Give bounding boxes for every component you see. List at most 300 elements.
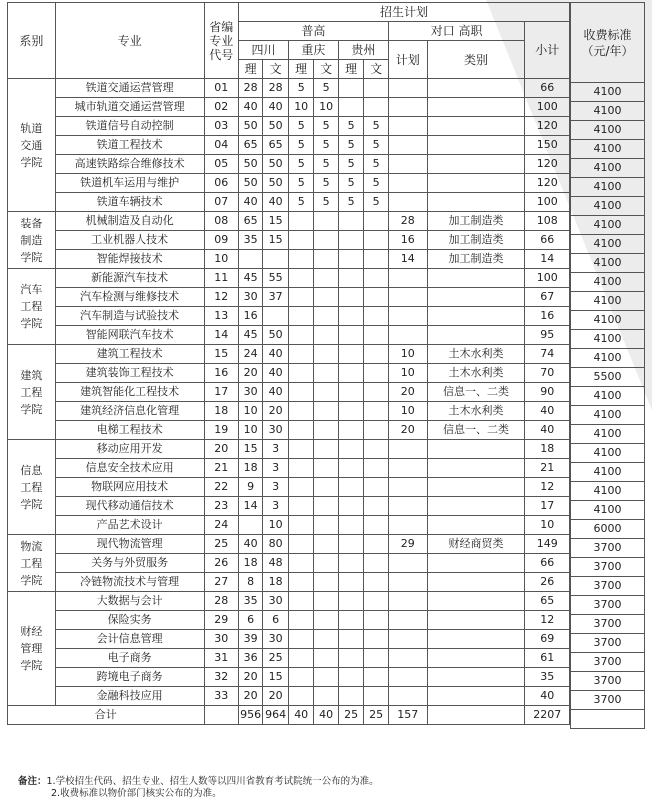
chongqing-arts-cell [314,383,338,402]
voc-plan-cell [388,630,427,649]
chongqing-arts-cell [314,440,338,459]
voc-category-cell [427,193,525,212]
chongqing-arts-cell: 5 [314,155,338,174]
fee-row [571,330,645,349]
fee-cell: 4100 [571,216,645,235]
note-line-1: 1.学校招生代码、招生专业、招生人数等以四川省教育考试院统一公布的为准。 [46,776,379,787]
subtotal-cell: 18 [525,440,570,459]
subtotal-cell: 40 [525,421,570,440]
guizhou-arts-cell: 5 [364,193,388,212]
sichuan-arts-cell: 15 [263,231,289,250]
chongqing-arts-cell [314,250,338,269]
chongqing-arts-cell [314,535,338,554]
fee-cell: 3700 [571,634,645,653]
guizhou-science-cell: 5 [338,174,364,193]
fee-row [571,501,645,520]
sichuan-science-cell: 10 [238,421,262,440]
chongqing-science-cell [288,668,314,687]
fee-cell: 4100 [571,102,645,121]
totals-voc-category [427,706,525,725]
sichuan-arts-cell: 55 [263,269,289,288]
table-row [8,345,570,364]
guizhou-arts-cell [364,326,388,345]
voc-plan-cell [388,79,427,98]
table-row [8,421,570,440]
totals-row [8,706,570,725]
fee-row [571,292,645,311]
fee-body [571,83,645,710]
voc-category-cell: 加工制造类 [427,250,525,269]
table-row [8,307,570,326]
table-row [8,98,570,117]
sichuan-arts-cell: 50 [263,174,289,193]
subtotal-cell: 70 [525,364,570,383]
sichuan-arts-cell: 20 [263,402,289,421]
guizhou-science-cell [338,516,364,535]
fee-row [571,83,645,102]
voc-category-cell [427,649,525,668]
voc-plan-cell [388,592,427,611]
fee-cell: 4100 [571,292,645,311]
guizhou-arts-cell [364,497,388,516]
fee-cell: 4100 [571,197,645,216]
guizhou-science-cell [338,592,364,611]
department-cell: 轨道交通学院 [8,79,56,212]
voc-plan-cell: 10 [388,364,427,383]
chongqing-arts-cell: 5 [314,136,338,155]
table-row [8,630,570,649]
table-row [8,649,570,668]
guizhou-science-cell [338,630,364,649]
sichuan-science-cell: 16 [238,307,262,326]
guizhou-science-cell [338,98,364,117]
guizhou-science-cell [338,535,364,554]
guizhou-science-cell [338,459,364,478]
fee-cell: 4100 [571,425,645,444]
subtotal-cell: 74 [525,345,570,364]
sichuan-arts-cell: 15 [263,212,289,231]
chongqing-science-cell [288,687,314,706]
department-cell: 物流工程学院 [8,535,56,592]
subtotal-cell: 95 [525,326,570,345]
fee-cell: 4100 [571,463,645,482]
code-cell: 22 [204,478,238,497]
guizhou-science-cell [338,364,364,383]
guizhou-science-cell [338,421,364,440]
code-cell: 24 [204,516,238,535]
guizhou-science-cell: 5 [338,193,364,212]
chongqing-arts-cell [314,269,338,288]
code-cell: 17 [204,383,238,402]
sichuan-arts-cell: 3 [263,478,289,497]
guizhou-arts-cell [364,231,388,250]
voc-plan-cell: 29 [388,535,427,554]
chongqing-science-cell: 5 [288,155,314,174]
sichuan-arts-cell: 28 [263,79,289,98]
voc-category-cell [427,459,525,478]
voc-plan-cell [388,554,427,573]
major-cell: 跨境电子商务 [55,668,204,687]
fee-cell: 3700 [571,558,645,577]
guizhou-arts-cell [364,459,388,478]
voc-plan-cell [388,687,427,706]
fee-cell: 4100 [571,140,645,159]
voc-plan-cell: 10 [388,402,427,421]
chongqing-science-cell [288,421,314,440]
fee-cell: 4100 [571,83,645,102]
chongqing-arts-cell [314,231,338,250]
totals-chongqing-science: 40 [288,706,314,725]
voc-category-cell [427,269,525,288]
voc-plan-cell: 20 [388,383,427,402]
chongqing-arts-cell [314,516,338,535]
chongqing-science-cell [288,288,314,307]
major-cell: 建筑装饰工程技术 [55,364,204,383]
subtotal-cell: 120 [525,155,570,174]
guizhou-arts-cell [364,535,388,554]
subtotal-cell: 10 [525,516,570,535]
code-cell: 12 [204,288,238,307]
table-row [8,326,570,345]
sichuan-arts-cell [263,250,289,269]
table-row [8,155,570,174]
guizhou-arts-cell [364,79,388,98]
fee-row [571,216,645,235]
code-cell: 05 [204,155,238,174]
sichuan-arts-cell: 50 [263,155,289,174]
guizhou-arts-cell [364,288,388,307]
chongqing-arts-cell [314,630,338,649]
totals-subtotal: 2207 [525,706,570,725]
guizhou-arts-cell [364,345,388,364]
table-row [8,250,570,269]
fee-row [571,387,645,406]
guizhou-arts-header: 文 [364,60,388,79]
code-cell: 08 [204,212,238,231]
chongqing-arts-cell [314,554,338,573]
chongqing-arts-cell [314,668,338,687]
sichuan-science-cell: 40 [238,98,262,117]
major-cell: 城市轨道交通运营管理 [55,98,204,117]
fee-row [571,482,645,501]
chongqing-arts-cell [314,592,338,611]
guizhou-arts-cell [364,421,388,440]
chongqing-arts-cell [314,288,338,307]
subtotal-cell: 65 [525,592,570,611]
subtotal-cell: 16 [525,307,570,326]
sichuan-arts-cell: 50 [263,117,289,136]
fee-cell: 3700 [571,653,645,672]
sichuan-arts-cell: 80 [263,535,289,554]
sichuan-science-cell: 39 [238,630,262,649]
voc-category-cell [427,630,525,649]
voc-category-cell [427,288,525,307]
subtotal-cell: 100 [525,98,570,117]
fee-cell: 4100 [571,444,645,463]
sichuan-science-cell: 20 [238,364,262,383]
guizhou-arts-cell [364,269,388,288]
subtotal-cell: 66 [525,231,570,250]
code-cell: 16 [204,364,238,383]
subtotal-cell: 40 [525,402,570,421]
voc-category-cell: 土木水利类 [427,364,525,383]
subtotal-cell: 66 [525,554,570,573]
subtotal-cell: 108 [525,212,570,231]
major-cell: 大数据与会计 [55,592,204,611]
major-cell: 关务与外贸服务 [55,554,204,573]
sichuan-arts-cell: 30 [263,421,289,440]
fee-cell: 3700 [571,596,645,615]
chongqing-arts-cell [314,307,338,326]
fee-cell: 3700 [571,672,645,691]
guizhou-science-cell [338,573,364,592]
table-row [8,212,570,231]
dept-header: 系别 [8,3,56,79]
fee-cell: 4100 [571,349,645,368]
voc-plan-cell [388,174,427,193]
fee-cell: 4100 [571,273,645,292]
table-row [8,136,570,155]
sichuan-arts-cell: 48 [263,554,289,573]
voc-plan-cell [388,668,427,687]
table-body [8,79,570,706]
subtotal-cell: 100 [525,269,570,288]
totals-chongqing-arts: 40 [314,706,338,725]
voc-plan-cell [388,155,427,174]
voc-category-cell: 土木水利类 [427,402,525,421]
general-header: 普高 [238,22,388,41]
guizhou-arts-cell [364,383,388,402]
voc-category-cell [427,611,525,630]
chongqing-arts-cell [314,459,338,478]
fee-cell: 4100 [571,406,645,425]
plan-header: 招生计划 [238,3,569,22]
subtotal-cell: 17 [525,497,570,516]
guizhou-science-cell [338,345,364,364]
major-cell: 铁道工程技术 [55,136,204,155]
fee-table [570,2,645,729]
code-cell: 19 [204,421,238,440]
chongqing-arts-cell: 5 [314,193,338,212]
subtotal-cell: 26 [525,573,570,592]
fee-row [571,520,645,539]
code-cell: 11 [204,269,238,288]
table-footer [8,706,570,725]
table-row [8,117,570,136]
fee-row [571,311,645,330]
code-cell: 30 [204,630,238,649]
guizhou-science-cell [338,326,364,345]
major-cell: 金融科技应用 [55,687,204,706]
chongqing-arts-header: 文 [314,60,338,79]
voc-plan-cell [388,117,427,136]
code-cell: 29 [204,611,238,630]
voc-category-cell: 加工制造类 [427,231,525,250]
code-cell: 07 [204,193,238,212]
table-row [8,516,570,535]
fee-row [571,254,645,273]
major-cell: 建筑智能化工程技术 [55,383,204,402]
voc-category-cell: 土木水利类 [427,345,525,364]
chongqing-science-cell [288,592,314,611]
table-row [8,440,570,459]
fee-row [571,653,645,672]
code-header: 省编专业代号 [204,3,238,79]
voc-plan-cell [388,440,427,459]
code-cell: 25 [204,535,238,554]
fee-cell: 4100 [571,254,645,273]
subtotal-header: 小计 [525,22,570,79]
chongqing-science-cell [288,459,314,478]
sichuan-science-cell: 45 [238,326,262,345]
voc-category-cell [427,136,525,155]
fee-row [571,159,645,178]
sichuan-science-cell: 18 [238,554,262,573]
sichuan-science-cell: 40 [238,535,262,554]
guizhou-science-cell [338,478,364,497]
guizhou-arts-cell [364,554,388,573]
chongqing-science-header: 理 [288,60,314,79]
guizhou-science-cell [338,269,364,288]
fee-row [571,140,645,159]
code-cell: 14 [204,326,238,345]
chongqing-science-cell [288,516,314,535]
voc-plan-cell [388,611,427,630]
guizhou-arts-cell [364,592,388,611]
fee-row [571,672,645,691]
totals-sichuan-arts: 964 [263,706,289,725]
fee-row [571,691,645,710]
subtotal-cell: 120 [525,117,570,136]
sichuan-arts-cell: 3 [263,497,289,516]
guizhou-arts-cell [364,212,388,231]
major-cell: 智能焊接技术 [55,250,204,269]
guizhou-arts-cell [364,649,388,668]
totals-sichuan-science: 956 [238,706,262,725]
major-cell: 信息安全技术应用 [55,459,204,478]
sichuan-science-cell: 50 [238,174,262,193]
vocational-header: 对口 高职 [388,22,525,41]
chongqing-science-cell [288,212,314,231]
voc-category-cell [427,307,525,326]
chongqing-science-cell [288,573,314,592]
subtotal-cell: 150 [525,136,570,155]
sichuan-science-cell: 65 [238,212,262,231]
voc-plan-cell [388,288,427,307]
table-row [8,193,570,212]
sichuan-science-cell [238,516,262,535]
voc-category-cell [427,668,525,687]
major-cell: 移动应用开发 [55,440,204,459]
code-cell: 33 [204,687,238,706]
sichuan-arts-cell [263,307,289,326]
table-header [8,3,570,79]
sichuan-science-cell: 40 [238,193,262,212]
sichuan-science-cell: 24 [238,345,262,364]
voc-plan-cell [388,98,427,117]
table-row [8,478,570,497]
major-cell: 铁道机车运用与维护 [55,174,204,193]
sichuan-arts-cell: 65 [263,136,289,155]
major-cell: 现代物流管理 [55,535,204,554]
guizhou-arts-cell [364,250,388,269]
fee-cell: 4100 [571,159,645,178]
fee-row [571,539,645,558]
department-cell: 装备制造学院 [8,212,56,269]
code-cell: 27 [204,573,238,592]
chongqing-arts-cell: 5 [314,117,338,136]
code-cell: 15 [204,345,238,364]
sichuan-science-cell: 15 [238,440,262,459]
voc-plan-cell [388,573,427,592]
fee-row [571,178,645,197]
sichuan-arts-cell: 50 [263,326,289,345]
code-cell: 10 [204,250,238,269]
voc-plan-cell: 20 [388,421,427,440]
chongqing-science-cell [288,440,314,459]
fee-cell: 5500 [571,368,645,387]
guizhou-arts-cell [364,687,388,706]
sichuan-arts-cell: 3 [263,459,289,478]
fee-cell: 4100 [571,330,645,349]
voc-plan-cell [388,459,427,478]
sichuan-science-cell: 35 [238,592,262,611]
department-cell: 建筑工程学院 [8,345,56,440]
voc-category-cell [427,687,525,706]
guizhou-arts-cell: 5 [364,155,388,174]
chongqing-science-cell: 5 [288,136,314,155]
fee-table-container [570,2,645,729]
guizhou-arts-cell [364,573,388,592]
subtotal-cell: 21 [525,459,570,478]
chongqing-arts-cell: 5 [314,174,338,193]
sichuan-science-cell: 9 [238,478,262,497]
fee-row [571,406,645,425]
sichuan-science-cell: 65 [238,136,262,155]
chongqing-science-cell [288,554,314,573]
fee-row [571,273,645,292]
table-row [8,79,570,98]
chongqing-science-cell [288,231,314,250]
code-cell: 32 [204,668,238,687]
guizhou-science-cell: 5 [338,136,364,155]
sichuan-science-cell: 50 [238,117,262,136]
major-cell: 机械制造及自动化 [55,212,204,231]
chongqing-arts-cell [314,611,338,630]
subtotal-cell: 12 [525,611,570,630]
notes-label: 备注： [18,776,47,787]
guizhou-arts-cell [364,307,388,326]
voc-category-cell: 信息一、二类 [427,383,525,402]
voc-category-cell [427,117,525,136]
subtotal-cell: 67 [525,288,570,307]
department-cell: 汽车工程学院 [8,269,56,345]
sichuan-science-cell: 6 [238,611,262,630]
code-cell: 20 [204,440,238,459]
major-cell: 电梯工程技术 [55,421,204,440]
chongqing-science-cell: 5 [288,117,314,136]
fee-row [571,197,645,216]
chongqing-science-cell [288,649,314,668]
fee-cell: 4100 [571,121,645,140]
major-cell: 铁道交通运营管理 [55,79,204,98]
fee-cell: 4100 [571,311,645,330]
fee-cell: 4100 [571,178,645,197]
subtotal-cell: 14 [525,250,570,269]
sichuan-science-cell: 10 [238,402,262,421]
guizhou-arts-cell [364,611,388,630]
voc-category-cell [427,98,525,117]
